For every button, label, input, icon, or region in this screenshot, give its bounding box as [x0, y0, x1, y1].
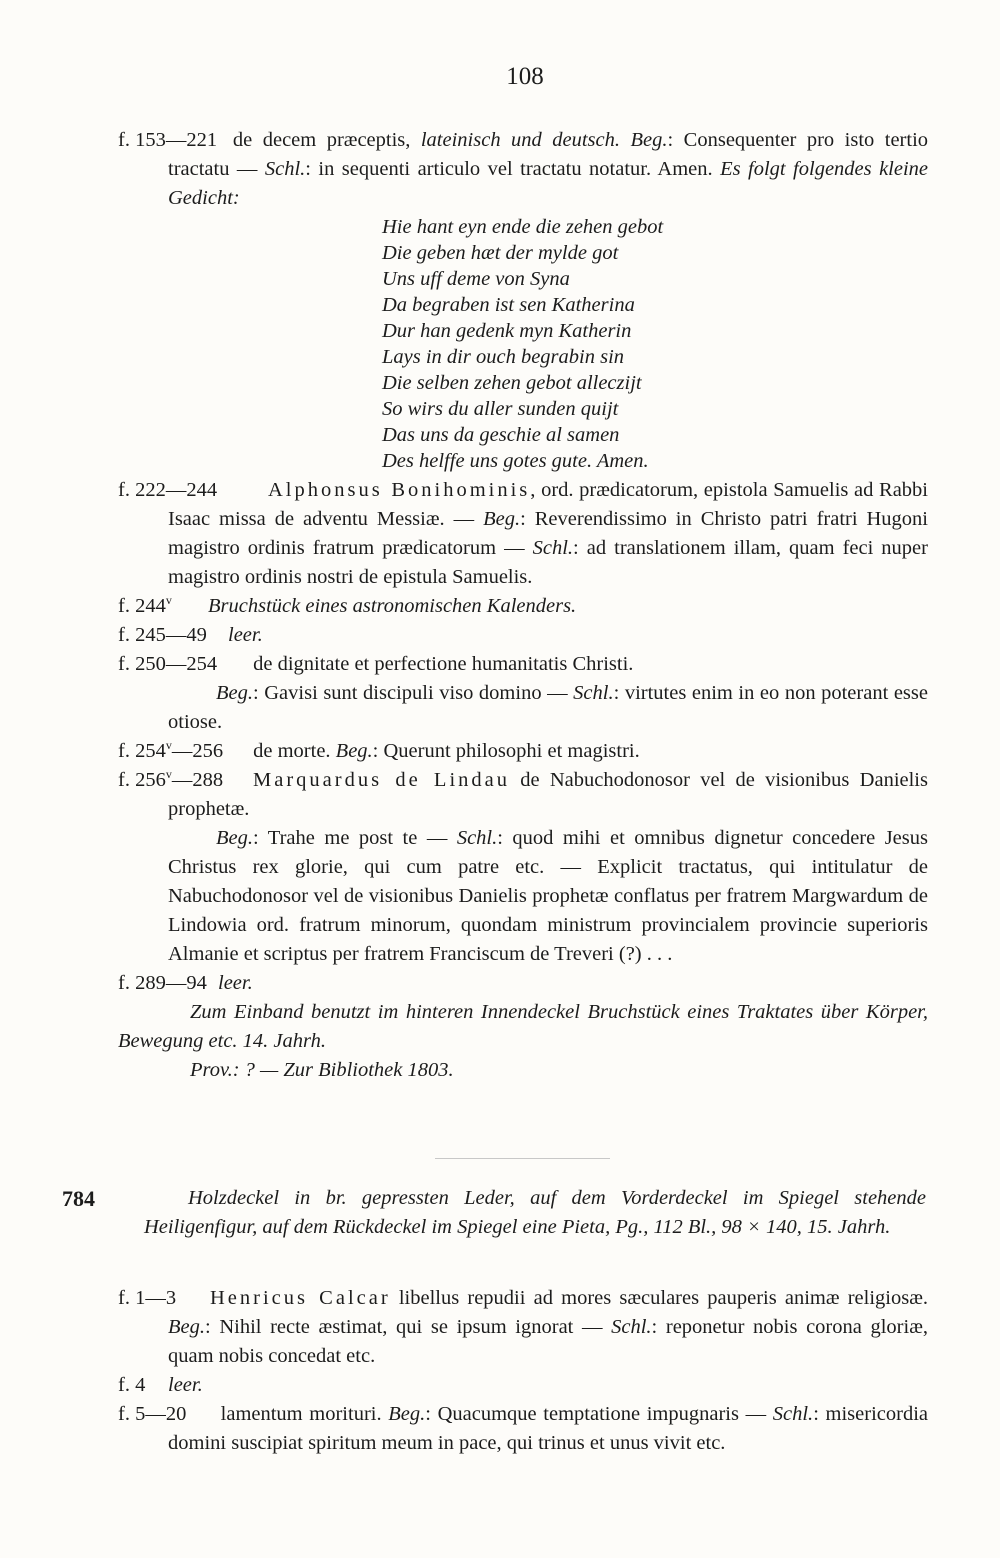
folio-entry-254v	[118, 737, 928, 766]
entry-text-italic: lateinisch und deutsch.	[420, 129, 621, 151]
poem	[168, 214, 928, 474]
entry-text: : Quacumque temptatione impugnaris —	[425, 1403, 773, 1425]
entry-text: : Trahe me post te —	[253, 827, 457, 849]
folio-ref: f. 5—20	[118, 1403, 187, 1425]
schl-label: Schl.	[532, 537, 574, 559]
beg-label: Beg.	[216, 827, 253, 849]
author-name: Henricus Calcar	[210, 1287, 391, 1309]
entry-text: : in sequenti articulo vel tractatu notatur. Amen.	[305, 158, 721, 180]
beg-label: Beg.	[335, 740, 373, 762]
poem-line: Uns uff deme von Syna	[382, 268, 570, 290]
poem-line: Lays in dir ouch begrabin sin	[382, 346, 625, 368]
folio-ref: f. 245—49	[118, 624, 207, 646]
beg-label: Beg.	[388, 1403, 426, 1425]
schl-label: Schl.	[456, 827, 498, 849]
entry-text: : Consequenter pro isto tertio tractatu —	[168, 129, 929, 180]
author-name: Alphonsus Bonihominis	[268, 479, 531, 501]
poem-line: Das uns da geschie al samen	[382, 424, 620, 446]
folio-entry-289	[118, 969, 928, 998]
entry-text: : Reverendissimo in Christo patri fratri Hugoni magistro ordinis fratrum prædicatorum —	[168, 508, 928, 559]
folio-ref: f. 289—94	[118, 972, 207, 994]
entry-text: : misericordia domini suscipiat spiritum meum in pace, qui trinus et unus vivit etc.	[168, 1403, 928, 1454]
poem-line: Hie hant eyn ende die zehen gebot	[382, 216, 664, 238]
folio-ref: f. 153—221	[118, 129, 218, 151]
manuscript-description: Holzdeckel in br. gepressten Leder, auf dem Vorderdeckel im Spiegel stehende Heiligenfigur, auf dem Rückdeckel im Spiegel eine Pieta, Pg., 112 Bl., 98 × 140, 15. Jahrh.	[144, 1187, 926, 1238]
entry-text: de dignitate et perfectione humanitatis Christi.	[248, 653, 634, 675]
poem-intro: Es folgt folgendes kleine Gedicht:	[168, 158, 929, 209]
schl-label: Schl.	[573, 682, 614, 704]
folio-entry-5	[118, 1400, 928, 1458]
beg-label: Beg.	[483, 508, 521, 530]
schl-label: Schl.	[772, 1403, 814, 1425]
entry-text: : ad translationem illam, quam feci nuper magistro ordinis nostri de epistula Samuelis.	[168, 537, 928, 588]
entry-text: : virtutes enim in eo non poterant esse otiose.	[168, 682, 928, 733]
folio-entry-153	[118, 126, 928, 474]
entry-number: 784	[62, 1186, 95, 1211]
folio-entry-250	[118, 650, 928, 737]
folio-entry-4	[118, 1371, 928, 1400]
leer-text: leer.	[228, 624, 263, 646]
folio-entry-1	[118, 1284, 928, 1371]
entry-784-block	[118, 1284, 928, 1458]
entry-text: : reponetur nobis corona gloriæ, quam nobis concedat etc.	[168, 1316, 928, 1367]
folio-ref: f. 254$^v$—256	[118, 738, 224, 762]
entry-text: : Gavisi sunt discipuli viso domino —	[253, 682, 574, 704]
poem-line: Die selben zehen gebot alleczijt	[382, 372, 642, 394]
folio-entry-244v	[118, 592, 928, 621]
folio-ref: f. 256$^v$—288	[118, 767, 224, 791]
binding-note: Zum Einband benutzt im hinteren Innendeckel Bruchstück eines Traktates über Körper, Bewegung etc. 14. Jahrh.	[118, 1001, 928, 1052]
page-number: 108	[506, 63, 544, 90]
entry-text: : Querunt philosophi et magistri.	[372, 740, 640, 762]
entry-text: de morte.	[248, 740, 336, 762]
entry-text: libellus repudii ad mores sæculares pauperis animæ religiosæ.	[390, 1287, 928, 1309]
folio-entry-222	[118, 476, 928, 592]
poem-line: So wirs du aller sunden quijt	[382, 398, 619, 420]
beg-label: Beg.	[168, 1316, 205, 1338]
folio-entry-256v	[118, 766, 928, 969]
schl-label: Schl.	[264, 158, 306, 180]
folio-ref: f. 250—254	[118, 653, 218, 675]
leer-text: leer.	[168, 1374, 203, 1396]
entry-text: , ord. prædicatorum, epistola Samuelis ad Rabbi Isaac missa de adventu Messiæ. —	[168, 479, 928, 530]
beg-label: Beg.	[216, 682, 253, 704]
entry-text: lamentum morituri.	[214, 1403, 389, 1425]
entry-783-block	[118, 126, 928, 1085]
folio-ref: f. 244$^v$	[118, 593, 172, 617]
poem-line: Die geben hæt der mylde got	[382, 242, 619, 264]
author-name: Marquardus de Lindau	[253, 769, 510, 791]
entry-text: : quod mihi et omnibus dignetur concedere Jesus Christus rex glorie, qui cum patre etc. — Explicit tractatus, qui intitulatur de Nabuchodonosor vel de visionibus Danielis prophetæ conflatus per fratrem Margwardum de Lindowia ord. fratrum minorum, quondam ministrum provincialem provincie superioris Almanie et scriptus per fratrem Franciscum de Treveri (?) . . .	[168, 827, 928, 965]
folio-ref: f. 1—3	[118, 1287, 177, 1309]
poem-line: Des helffe uns gotes gute. Amen.	[382, 450, 649, 472]
folio-ref: f. 222—244	[118, 479, 218, 501]
entry-text-italic: Bruchstück eines astronomischen Kalenders.	[208, 595, 577, 617]
entry-text: : Nihil recte æstimat, qui se ipsum ignorat —	[205, 1316, 612, 1338]
poem-line: Dur han gedenk myn Katherin	[382, 320, 632, 342]
schl-label: Schl.	[611, 1316, 652, 1338]
beg-label: Beg.	[630, 129, 668, 151]
leer-text: leer.	[218, 972, 253, 994]
provenance-note: Prov.: ? — Zur Bibliothek 1803.	[190, 1059, 454, 1081]
entry-text: de decem præceptis,	[222, 129, 421, 151]
folio-ref: f. 4	[118, 1374, 146, 1396]
folio-entry-245	[118, 621, 928, 650]
separator-rule	[435, 1158, 610, 1159]
entry-text: de Nabuchodonosor vel de visionibus Danielis prophetæ.	[168, 769, 928, 820]
poem-line: Da begraben ist sen Katherina	[382, 294, 635, 316]
